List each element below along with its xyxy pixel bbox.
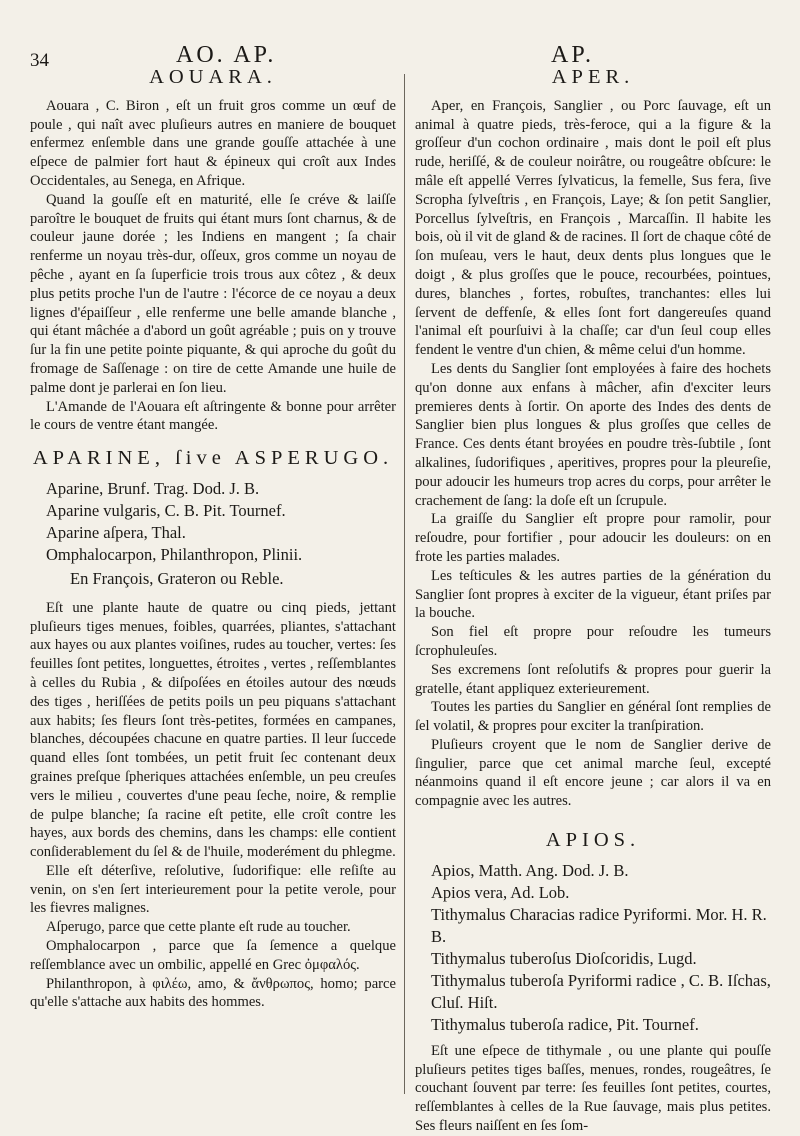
running-head-left: AO. AP. [176, 42, 277, 68]
aparine-para-5: Philanthropon, à φιλέω, amo, & ἄνθρωπος, homo; parce qu'elle s'attache aux habits des hommes. [30, 975, 396, 1011]
aouara-para-3: L'Amande de l'Aouara eſt aſtringente & bonne pour arrêter le cours de ventre étant mangée. [30, 398, 396, 434]
aper-para-8: Pluſieurs croyent que le nom de Sanglier derive de ſingulier, parce que cet animal marche ſeul, excepté néanmoins quand il eſt encore jeune ; car alors il va en compagnie avec les autres. [415, 736, 771, 810]
aper-para-1: Aper, en François, Sanglier , ou Porc ſauvage, eſt un animal à quatre pieds, très-feroce, qui a la figure & la groſſeur d'un cochon ordinaire , mais dont le poil eſt plus rude, heriſſé, & de couleur noirâtre, ou rougeâtre obſcure: le mâle eſt appellé Verres ſylvaticus, la femelle, Sus fera, ſive Scropha ſylveſtris , en François, Laye; & ſon petit Sanglier, Porcellus ſylveſtris, en François , Marcaſſin. Il habite les bois, où il vit de gland & de racines. Il ſort de chaque côté de ſon muſeau, vers le haut, deux dents plus longues que le doigt , & plus groſſes que le pouce, recourbées, pointues, dures, blanches , fortes, robuſtes, tranchantes: elles lui ſervent de deffenſe, & elles ſont fort dangereuſes quand l'animal eſt pourſuivi à la chaſſe; car d'un ſeul coup elles fendent le ventre d'un chien, & même celui d'un homme. [415, 97, 771, 359]
aper-para-3: La graiſſe du Sanglier eſt propre pour ramolir, pour reſoudre, pour fortifier , pour adoucir les douleurs: on en frote les parties malades. [415, 511, 771, 565]
aparine-synonym-4: Omphalocarpon, Philanthropon, Plinii. [46, 544, 303, 564]
apios-synonym-3: Tithymalus Characias radice Pyriformi. Mor. H. R. B. [431, 904, 767, 946]
aparine-french-name: En François, Grateron ou Reble. [70, 568, 284, 588]
apios-synonym-5: Tithymalus tuberoſa Pyriformi radice , C. B. Iſchas, Cluſ. Hiſt. [431, 970, 771, 1012]
aouara-para-2: Quand la gouſſe eſt en maturité, elle ſe créve & laiſſe paroître le bouquet de fruits qui étant murs ſont charnus, & de couleur jaune dorée ; les Indiens en mangent ; ſa chair renferme un noyau très-dur, oſſeux, gros comme un noyau de pêche , ayant en ſa ſuperficie trois trous aux côtez , & deux plus petits proche l'un de l'autre : l'écorce de ce noyau a deux lignes d'épaiſſeur , elle renferme une belle amande blanche , qui étant mâchée a d'abord un goût agréable ; puis on y trouve ſur la fin une petite pointe piquante, & qui aproche du goût du fromage de Saſſenage : on tire de cette Amande une huile de palme dont je parlerai en ſon lieu. [30, 191, 396, 396]
aper-para-4: Les teſticules & les autres parties de la génération du Sanglier ſont propres à exciter de la vigueur, étant priſes par la bouche. [415, 567, 771, 622]
spacer [415, 811, 771, 817]
aper-para-5: Son fiel eſt propre pour reſoudre les tumeurs ſcrophuleuſes. [415, 624, 771, 659]
heading-aouara: AOUARA. [149, 66, 277, 88]
aouara-para-1: Aouara , C. Biron , eſt un fruit gros comme un œuf de poule , qui naît avec pluſieurs autres en maniere de bouquet enfermez enſemble dans une grande gouſſe attachée à une eſpece de palmier fort haut & épineux qui croît aux Indes Occidentales, au Senega, en Afrique. [30, 97, 396, 189]
aparine-para-1: Eſt une plante haute de quatre ou cinq pieds, jettant pluſieurs tiges menues, foibles, quarrées, pliantes, s'attachant aux hayes ou aux plantes voiſines, rudes au toucher, vertes: ſes feuilles ſont petites, longuettes, étroites , vertes , reſſemblantes à celles du Rubia , & diſpoſées en étoiles autour des nœuds des tiges , heriſſées de petits poils un peu piquans s'attachant aux habits; ſes fleurs ſont très-petites, formées en campanes, blanches, découpées chacune en quatre parties. Il leur ſuccede quand elles ſont tombées, un petit fruit ſec contenant deux graines preſque ſpheriques attachées enſemble, un peu creuſes vers le milieu , couvertes d'une peau ſeche, noire, & remplie de pulpe blanche; ſa racine eſt petite, elle croît contre les hayes, aux bords des chemins, dans les champs: elle contient conſiderablement du ſel & de l'huile, moderément du phlegme. [30, 599, 396, 861]
aparine-para-2: Elle eſt déterſive, reſolutive, ſudorifique: elle reſiſte au venin, on s'en ſert interieurement pour la petite verole, pour les fievres malignes. [30, 862, 396, 917]
aper-para-2: Les dents du Sanglier ſont employées à faire des hochets qu'on donne aux enfans à mâcher, afin d'exciter leurs premieres dents à ſortir. On aporte des Indes des dents de Sanglier bien plus longues & plus groſſes que celles de France. Ces dents étant broyées en poudre très-ſubtile , ſont alkalines, ſudorifiques , aperitives, propres pour la pleureſie, pour adoucir les humeurs trop acres du corps, pour arrêter le crachement de ſang: la doſe eſt un ſcrupule. [415, 360, 771, 509]
aparine-synonym-2: Aparine vulgaris, C. B. Pit. Tournef. [46, 500, 286, 520]
running-head-right: AP. [551, 42, 595, 68]
apios-synonym-4: Tithymalus tuberoſus Dioſcoridis, Lugd. [431, 948, 697, 968]
left-column [30, 68, 396, 1012]
heading-apios: APIOS. [545, 829, 641, 852]
column-rule [404, 74, 405, 1094]
right-column [415, 68, 771, 1136]
aparine-para-3: Aſperugo, parce que cette plante eſt rude au toucher. [46, 919, 351, 936]
apios-synonym-2: Apios vera, Ad. Lob. [431, 882, 570, 902]
apios-synonym-6: Tithymalus tuberoſa radice, Pit. Tournef. [431, 1014, 699, 1034]
aper-para-6: Ses excremens ſont reſolutifs & propres pour guerir la gratelle, étant appliquez exterieurement. [415, 661, 771, 697]
aparine-synonym-1: Aparine, Brunf. Trag. Dod. J. B. [46, 478, 260, 498]
aper-para-7: Toutes les parties du Sanglier en général ſont remplies de ſel volatil, & propres pour exciter la tranſpiration. [415, 699, 771, 735]
apios-para-1: Eſt une eſpece de tithymale , ou une plante qui pouſſe pluſieurs petites tiges baſſes, menues, rondes, rougeâtres, ſe couchant ſouvent par terre: ſes feuilles ſont petites, courtes, reſſemblantes à celles de la Rue ſauvage, mais plus petites. Ses fleurs naiſſent en ſes ſom- [415, 1042, 771, 1135]
page-number: 34 [30, 50, 49, 71]
heading-aparine: APARINE, ſive ASPERUGO. [32, 447, 394, 470]
heading-aper: APER. [551, 66, 635, 88]
aparine-synonym-3: Aparine aſpera, Thal. [46, 522, 186, 542]
aparine-para-4: Omphalocarpon , parce que ſa ſemence a quelque reſſemblance avec un ombilic, appellé en Grec ὀμφαλός. [30, 938, 396, 973]
apios-synonym-1: Apios, Matth. Ang. Dod. J. B. [431, 860, 629, 880]
